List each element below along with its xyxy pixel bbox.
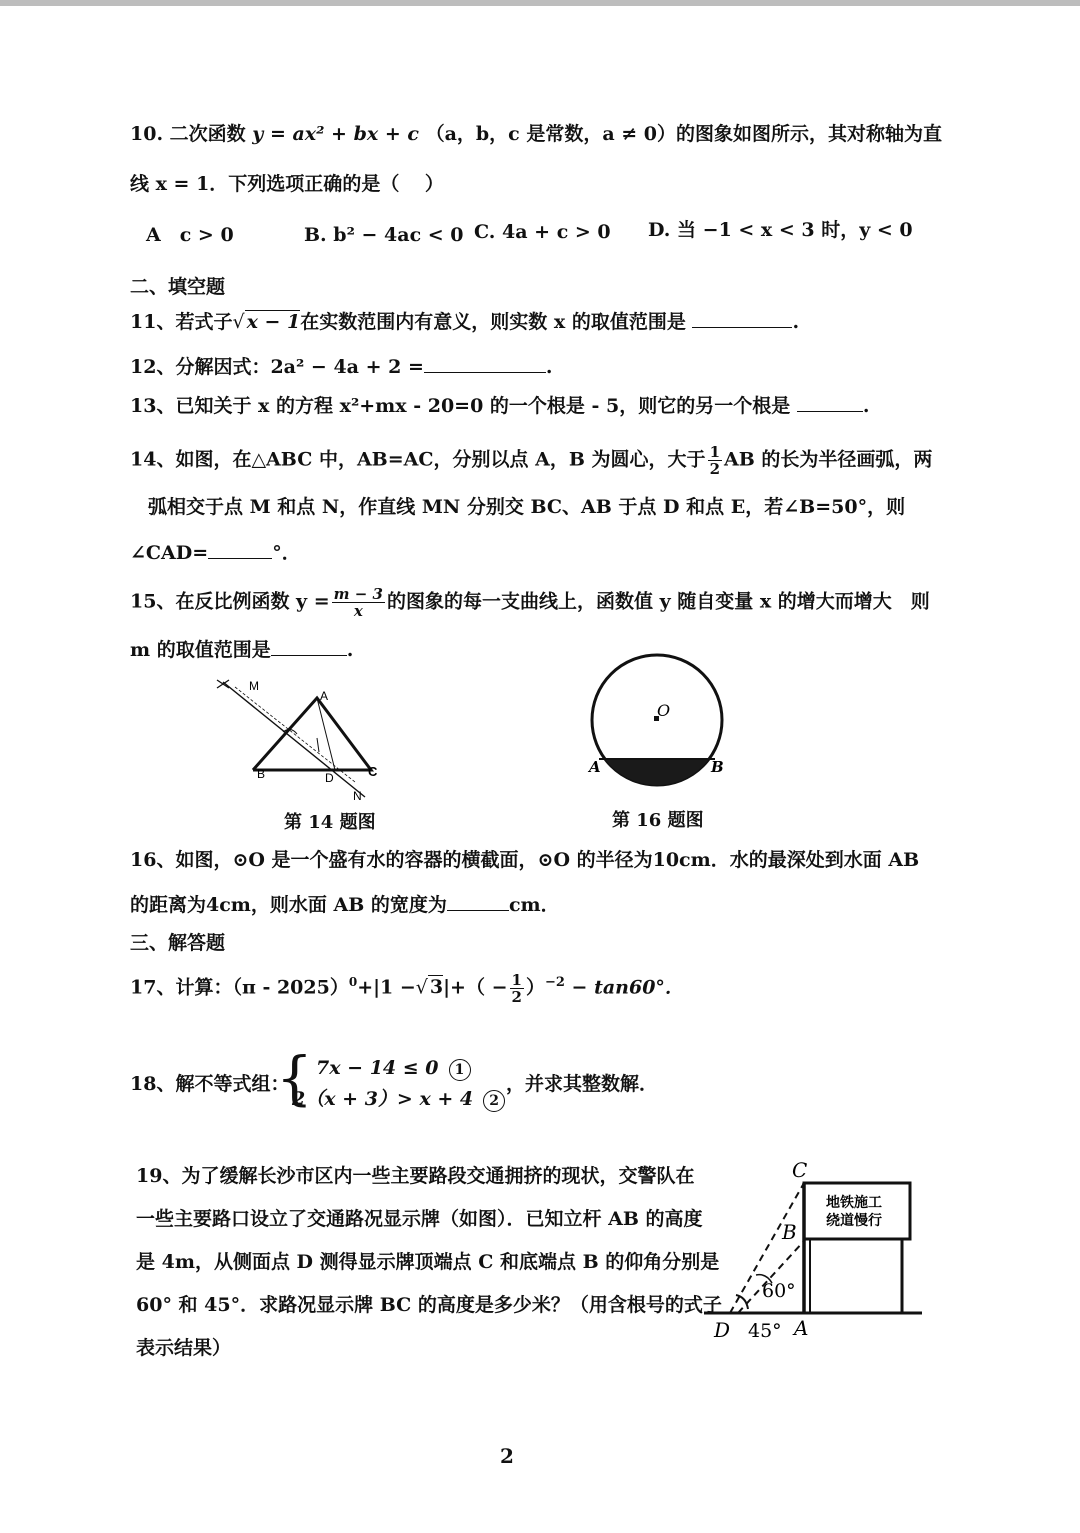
q10-text-a: 10. 二次函数 xyxy=(130,123,246,145)
label-b: B xyxy=(257,767,266,781)
q15-text-c: m 的取值范围是 xyxy=(130,639,271,661)
label-angle-45: 45° xyxy=(748,1320,782,1342)
label-a: A xyxy=(794,1316,809,1340)
label-c: C xyxy=(368,764,378,779)
q16-line2 xyxy=(130,893,560,917)
label-b: B xyxy=(711,758,724,776)
q10-formula: y = ax² + bx + c xyxy=(252,123,419,145)
q16-text-b: cm． xyxy=(508,894,560,916)
q19-line5: 表示结果） xyxy=(136,1337,232,1359)
q14-text-d: °． xyxy=(272,542,301,564)
q10-option-b: B. b² − 4ac < 0 xyxy=(304,224,464,246)
q11-end: . xyxy=(792,311,800,333)
q17-text-a: 17、计算：（π - 2025） xyxy=(130,976,349,999)
q11-text-b: 在实数范围内有意义，则实数 x 的取值范围是 xyxy=(300,311,686,333)
q19-line1: 19、为了缓解长沙市区内一些主要路段交通拥挤的现状，交警队在 xyxy=(136,1165,695,1187)
q18-inequality-1 xyxy=(316,1056,471,1081)
q17-text-e: − tan60°． xyxy=(564,976,684,999)
q15-line2 xyxy=(130,638,353,662)
q11-answer-blank[interactable] xyxy=(692,311,792,328)
q17-text-b: +|1 − xyxy=(357,976,416,999)
q17-text-d: ） xyxy=(525,976,545,999)
q19-line2: 一些主要路口设立了交通路况显示牌（如图）．已知立杆 AB 的高度 xyxy=(136,1208,703,1230)
q19-line3: 是 4m，从侧面点 D 测得显示牌顶端点 C 和底端点 B 的仰角分别是 xyxy=(136,1251,720,1273)
label-b: B xyxy=(782,1220,797,1244)
q11-radicand: x − 1 xyxy=(246,311,301,333)
q17-line: 17、计算：（π - 2025）$^0$+|1 −√ 3|+（ − $\frac{1}{2}$ ）$^{-2}$ − tan60°． xyxy=(130,970,684,1006)
q16-answer-blank[interactable] xyxy=(447,894,509,911)
q15-line1 xyxy=(130,586,930,619)
q14-frac-num: 1 xyxy=(709,443,720,461)
q15-fraction xyxy=(332,586,385,619)
q14-text-c: ∠CAD= xyxy=(130,542,209,564)
tick-mark xyxy=(317,738,319,752)
q13-text: 13、已知关于 x 的方程 x²+mx - 20=0 的一个根是 - 5，则它的另一个根是 xyxy=(130,395,791,417)
q10-option-c: C. 4a + c > 0 xyxy=(474,221,611,243)
label-a: A xyxy=(589,758,601,776)
q19-line4: 60° 和 45°．求路况显示牌 BC 的高度是多少米？（用含根号的式子 xyxy=(136,1294,722,1316)
water-region xyxy=(605,759,709,785)
q11-line: 11、若式子√ x − 1在实数范围内有意义，则实数 x 的取值范围是 . xyxy=(130,311,800,333)
label-angle-60: 60° xyxy=(762,1280,796,1302)
q12-line xyxy=(130,355,553,379)
q17-exponent: −2 xyxy=(544,975,565,990)
q14-line2: 弧相交于点 M 和点 N，作直线 MN 分别交 BC、AB 于点 D 和点 E，若∠B=50°，则 xyxy=(148,496,906,518)
sign-text-2: 绕道慢行 xyxy=(826,1213,882,1229)
q18-label: 18、解不等式组： xyxy=(130,1073,290,1095)
q18-circled-1: 1 xyxy=(449,1059,471,1081)
label-m: M xyxy=(249,679,259,693)
section-fill-in: 二、填空题 xyxy=(130,276,226,298)
figure-16-circle xyxy=(585,652,735,792)
figure-14-caption: 第 14 题图 xyxy=(284,812,376,833)
label-o: O xyxy=(657,701,671,720)
triangle-abc xyxy=(253,698,371,770)
q14-answer-blank[interactable] xyxy=(208,542,272,559)
q14-line3 xyxy=(130,541,301,565)
q12-end: . xyxy=(545,356,553,378)
q13-answer-blank[interactable] xyxy=(797,395,863,412)
q13-end: . xyxy=(862,395,870,417)
q17-exponent-zero: 0 xyxy=(348,975,358,989)
q18-circled-2: 2 xyxy=(483,1090,505,1112)
q17-frac-num: 1 xyxy=(511,970,522,989)
q13-line xyxy=(130,394,870,418)
q15-frac-den: x xyxy=(353,602,363,620)
label-c: C xyxy=(792,1158,808,1182)
figure-14-triangle xyxy=(205,672,395,802)
q14-text-b: AB 的长为半径画弧，两 xyxy=(724,448,933,471)
label-n: N xyxy=(353,789,362,802)
q10-line2: 线 x = 1．下列选项正确的是（ ） xyxy=(130,173,444,195)
q10-line1 xyxy=(130,122,942,146)
q17-text-c: |+（ − xyxy=(443,976,508,999)
q15-end: . xyxy=(346,639,354,661)
q10-text-b: （a，b，c 是常数，a ≠ 0）的图象如图所示，其对称轴为直 xyxy=(425,123,943,145)
q18-ineq1-text: 7x − 14 ≤ 0 xyxy=(316,1057,439,1079)
q12-text: 12、分解因式：2a² − 4a + 2 = xyxy=(130,356,424,378)
q11-text-a: 11、若式子 xyxy=(130,311,233,333)
section-solutions: 三、解答题 xyxy=(130,932,226,954)
q15-answer-blank[interactable] xyxy=(271,639,347,656)
q15-text-a: 15、在反比例函数 y = xyxy=(130,590,330,613)
q14-line1 xyxy=(130,444,932,477)
sign-board xyxy=(804,1183,910,1239)
q14-text-a: 14、如图，在△ABC 中，AB=AC，分别以点 A，B 为圆心，大于 xyxy=(130,448,706,471)
q17-frac-den: 2 xyxy=(511,987,522,1006)
figure-19-sign xyxy=(700,1155,930,1355)
q18-tail: ，并求其整数解． xyxy=(506,1073,659,1095)
q16-line1: 16、如图，⊙O 是一个盛有水的容器的横截面，⊙O 的半径为10cm．水的最深处到水面 AB xyxy=(130,849,920,871)
q17-radicand: 3 xyxy=(429,976,444,999)
q10-option-a: A c > 0 xyxy=(146,224,234,246)
angle-arc-45 xyxy=(736,1295,748,1309)
arc-mark-m xyxy=(217,680,229,688)
q15-frac-num: m − 3 xyxy=(333,585,383,603)
sign-text-1: 地铁施工 xyxy=(826,1195,882,1211)
q14-frac-den: 2 xyxy=(709,460,720,478)
figure-16-caption: 第 16 题图 xyxy=(612,810,704,831)
q18-brace: { xyxy=(276,1044,313,1112)
top-edge-bar xyxy=(0,0,1080,6)
q18-inequality-2 xyxy=(292,1087,505,1112)
q12-answer-blank[interactable] xyxy=(424,356,546,373)
sight-line-db xyxy=(738,1241,804,1313)
q15-text-b: 的图象的每一支曲线上，函数值 y 随自变量 x 的增大而增大 则 xyxy=(386,590,930,613)
q16-text-a: 的距离为4cm，则水面 AB 的宽度为 xyxy=(130,894,447,916)
label-a: A xyxy=(320,689,329,703)
q18-ineq2-text: 2（x + 3）> x + 4 xyxy=(292,1088,474,1110)
line-mn xyxy=(223,682,365,797)
q17-fraction xyxy=(510,972,524,1005)
label-d: D xyxy=(714,1318,731,1342)
page-number: 2 xyxy=(500,1444,514,1468)
q10-option-d: D. 当 −1 < x < 3 时，y < 0 xyxy=(648,219,913,241)
label-d: D xyxy=(325,771,334,785)
q14-fraction xyxy=(708,444,722,477)
